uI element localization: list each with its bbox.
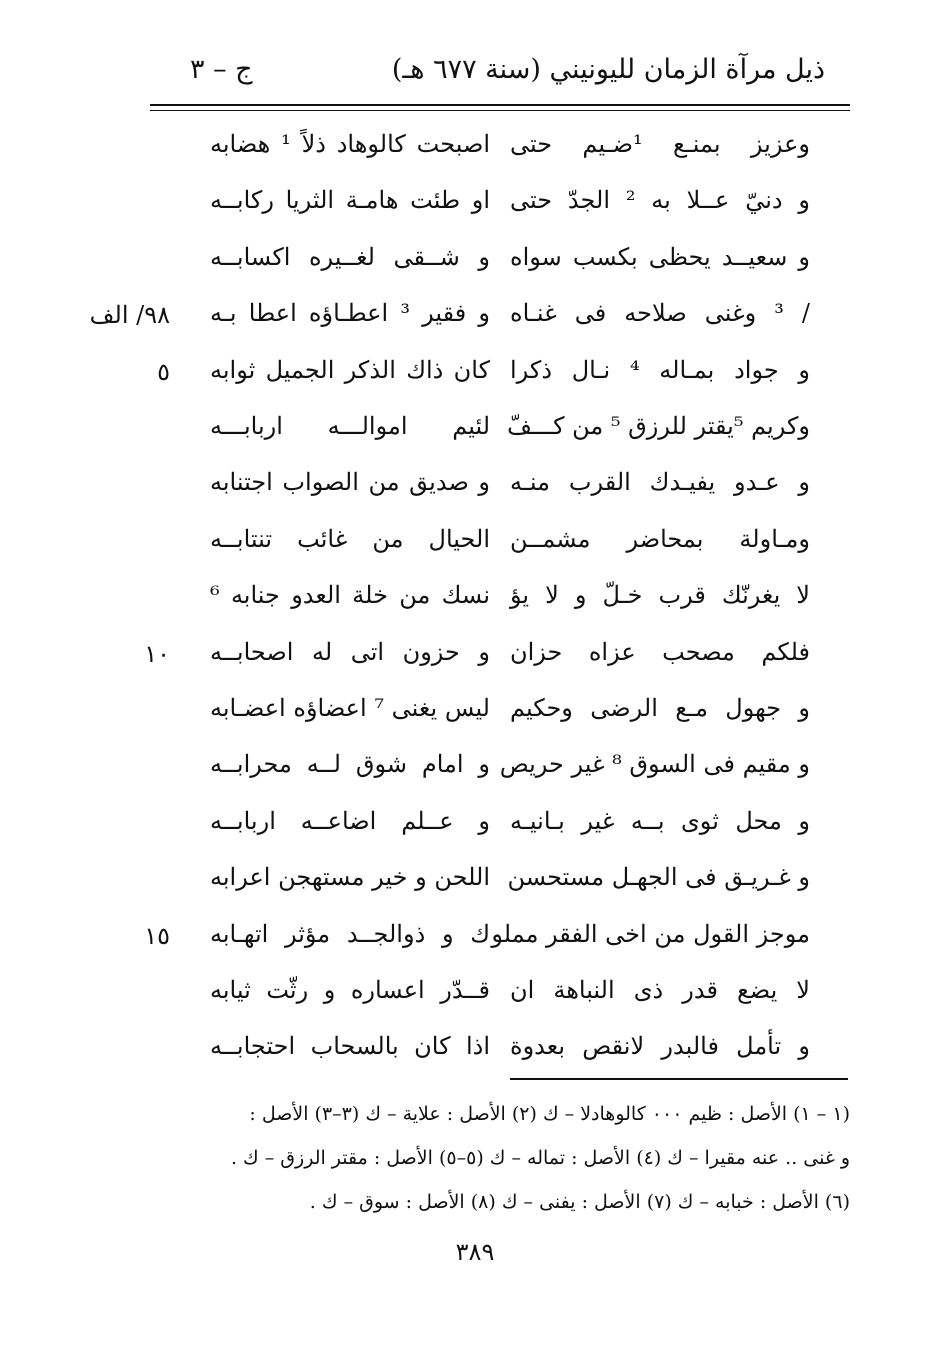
verse-line xyxy=(200,684,820,732)
second-hemistich: نسك من خلة العدو جنابه ⁶ xyxy=(210,581,490,609)
margin-line-number: ١٥ xyxy=(144,922,170,950)
first-hemistich: و تأمل فالبدر لانقص بعدوة xyxy=(510,1032,810,1060)
verse-line xyxy=(200,910,820,958)
verse-line xyxy=(200,1022,820,1070)
footnote-line: (٦) الأصل : خبابه – ك (٧) الأصل : يفنى – ك (٨) الأصل : سوق – ك . xyxy=(309,1191,850,1213)
verse-line xyxy=(200,740,820,788)
verse-line xyxy=(200,120,820,168)
second-hemistich: كان ذاك الذكر الجميل ثوابه xyxy=(210,356,490,384)
verse-line xyxy=(200,346,820,394)
second-hemistich: ك و ذوالجــد مؤثر اتهـابه xyxy=(210,920,490,948)
second-hemistich: ليس يغنى ⁷ اعضاؤه اعضـابه xyxy=(210,694,490,722)
verse-line xyxy=(200,853,820,901)
first-hemistich: / ³ وغنى صلاحه فى غنـاه xyxy=(510,299,810,327)
volume-number: ج – ٣ xyxy=(190,54,253,85)
verse-line xyxy=(200,797,820,845)
first-hemistich: لا يغرنّك قرب خـلّ و لا يؤ xyxy=(510,581,810,609)
page-number: ٣٨٩ xyxy=(455,1238,495,1266)
second-hemistich: و فقير ³ اعطـاؤه اعطا بـه xyxy=(210,299,490,327)
verse-line xyxy=(200,571,820,619)
second-hemistich: اذا كان بالسحاب احتجابــه xyxy=(210,1032,490,1060)
header-rule xyxy=(150,104,850,106)
second-hemistich: اصبحت كالوهاد ذلاً ¹ هضابه xyxy=(210,130,490,158)
second-hemistich: لئيم اموالـــه اربابـــه xyxy=(210,412,490,440)
first-hemistich: و غـريـق فى الجهـل مستحسن xyxy=(507,863,810,891)
first-hemistich: و جهول مـع الرضى وحكيم xyxy=(510,694,810,722)
verse-line xyxy=(200,176,820,224)
first-hemistich: ومـاولة بمحاضر مشمــن xyxy=(510,525,810,553)
first-hemistich: و محل ثوى بــه غير بـانيـه xyxy=(510,807,810,835)
first-hemistich: و عـدو يفيـدك القرب منـه xyxy=(510,468,810,496)
verse-line xyxy=(200,458,820,506)
second-hemistich: و امام شوق لــه محرابــه xyxy=(210,750,490,778)
first-hemistich: موجز القول من اخى الفقر مملو xyxy=(491,920,810,948)
verse-line xyxy=(200,402,820,450)
verse-line xyxy=(200,233,820,281)
first-hemistich: فلكم مصحب عزاه حزان xyxy=(510,638,810,666)
verse-line xyxy=(200,628,820,676)
second-hemistich: اللحن و خير مستهجن اعرابه xyxy=(210,863,490,891)
first-hemistich: وكريم ⁵يقتر للرزق ⁵ من كـــفّ xyxy=(507,412,810,440)
margin-line-number: ١٠ xyxy=(144,640,170,668)
first-hemistich: و جواد بمـاله ⁴ نـال ذكرا xyxy=(510,356,810,384)
running-title: ذيل مرآة الزمان لليونيني (سنة ٦٧٧ هـ) xyxy=(391,54,825,85)
running-head xyxy=(150,50,850,94)
second-hemistich: قــدّر اعساره و رثّت ثيابه xyxy=(210,976,490,1004)
margin-line-number: ٩٨/ الف xyxy=(89,301,170,329)
second-hemistich: و شــقى لغــيره اكسابــه xyxy=(210,243,490,271)
second-hemistich: و صديق من الصواب اجتنابه xyxy=(210,468,490,496)
margin-line-number: ٥ xyxy=(157,358,170,386)
footnote-line: (١ – ١) الأصل : ظيم ٠٠٠ كالوهادلا – ك (٢) الأصل : علاية – ك (٣–٣) الأصل : xyxy=(249,1103,850,1125)
footnote-rule xyxy=(510,1078,848,1080)
header-rule-thin xyxy=(150,110,850,111)
verse-line xyxy=(200,289,820,337)
footnotes xyxy=(160,1092,850,1224)
second-hemistich: او طئت هامـة الثريا ركابــه xyxy=(210,186,490,214)
verse-line xyxy=(200,966,820,1014)
second-hemistich: و حزون اتى له اصحابــه xyxy=(210,638,490,666)
second-hemistich: و عــلم اضاعــه اربابــه xyxy=(210,807,490,835)
first-hemistich: و سعيــد يحظى بكسب سواه xyxy=(510,243,810,271)
verse-line xyxy=(200,515,820,563)
first-hemistich: و مقيم فى السوق ⁸ غير حريص xyxy=(499,750,810,778)
second-hemistich: الحيال من غائب تنتابــه xyxy=(210,525,490,553)
footnote-line: و غنى .. عنه مقيرا – ك (٤) الأصل : تماله – ك (٥–٥) الأصل : مقتر الرزق – ك . xyxy=(230,1147,850,1169)
first-hemistich: وعزيز بمنـع ¹ضـيم حتى xyxy=(510,130,811,158)
first-hemistich: لا يضع قدر ذى النباهة ان xyxy=(510,976,810,1004)
first-hemistich: و دنيّ عــلا به ² الجدّ حتى xyxy=(510,186,810,214)
